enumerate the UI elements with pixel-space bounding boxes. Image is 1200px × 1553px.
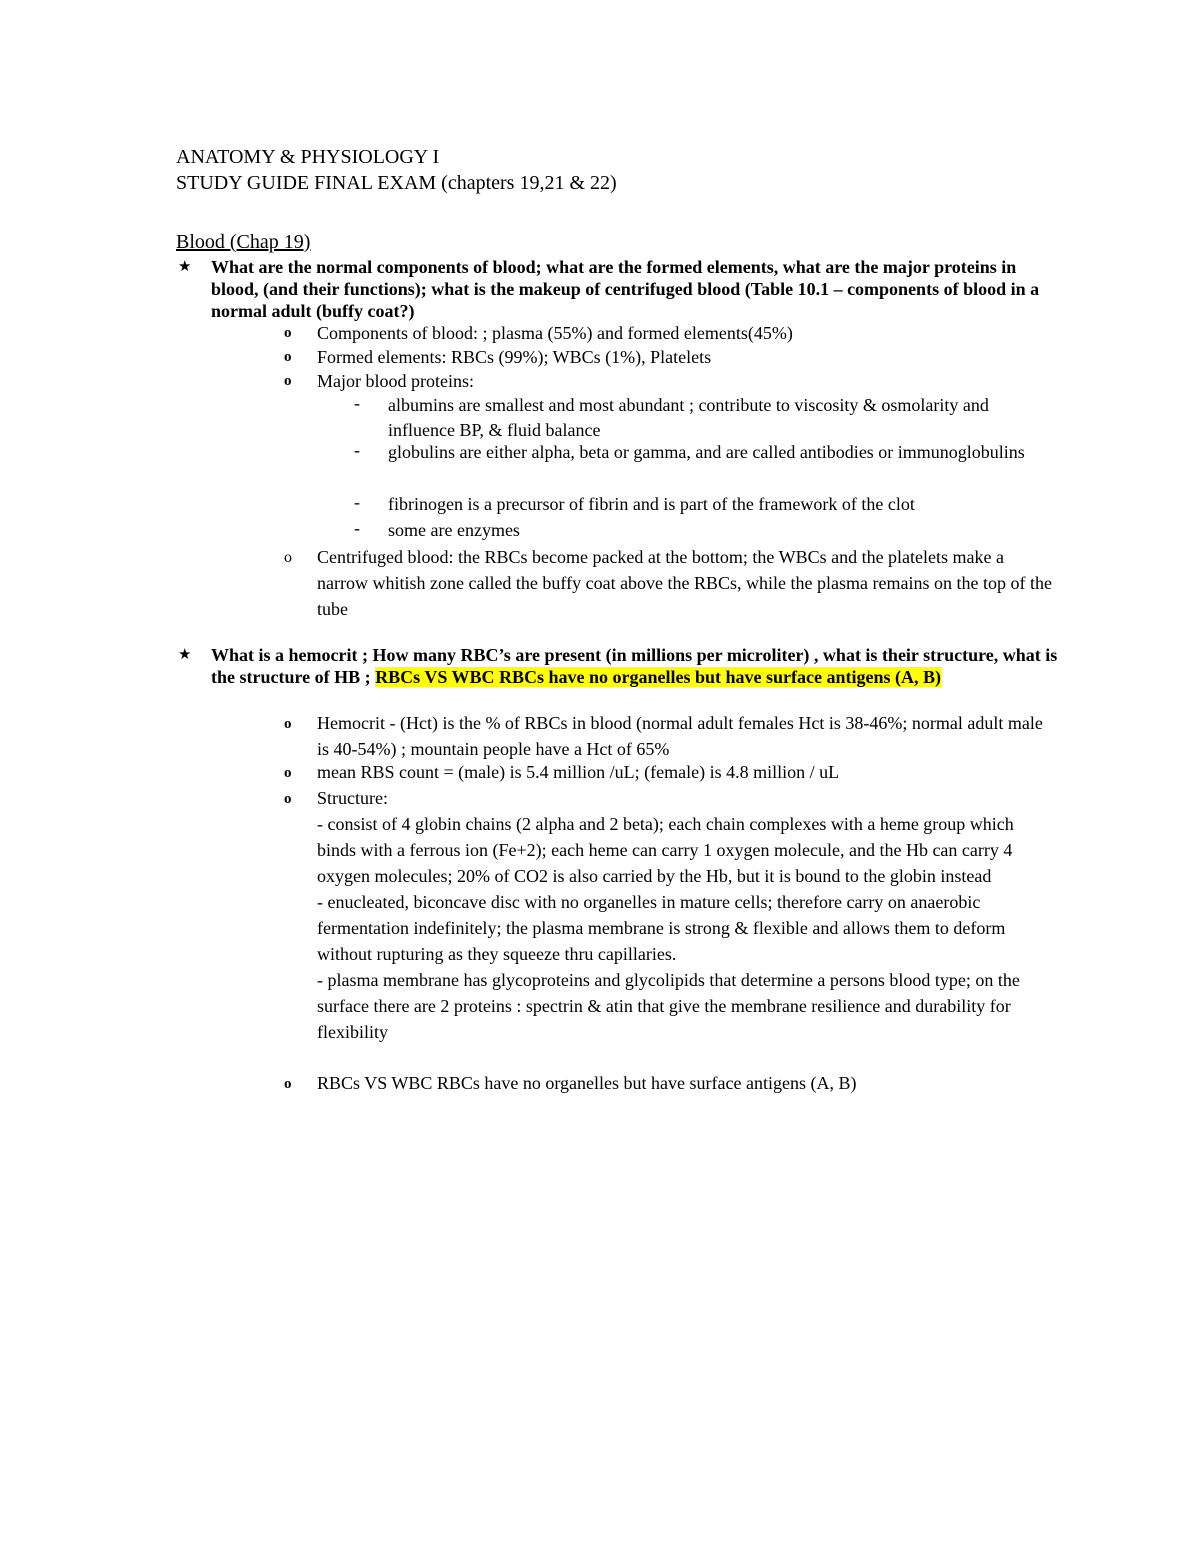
star-bullet-icon: ★ xyxy=(178,647,192,663)
sub-list-item: globulins are either alpha, beta or gamma, and are called antibodies or immunoglobulins xyxy=(388,442,1025,462)
sub-list-item: albumins are smallest and most abundant ; contribute to viscosity & osmolarity and influence BP, & fluid balance xyxy=(388,395,989,440)
structure-paragraph: - consist of 4 globin chains (2 alpha and 2 beta); each chain complexes with a heme group which binds with a ferrous ion (Fe+2); each heme can carry 1 oxygen molecule, and the Hb can carry 4 oxygen molecules; 20% of CO2 is also carried by the Hb, but it is bound to the globin instead xyxy=(317,814,1014,886)
star-bullet-icon: ★ xyxy=(178,259,192,275)
o-bullet-icon: o xyxy=(284,716,292,732)
list-item: RBCs VS WBC RBCs have no organelles but have surface antigens (A, B) xyxy=(317,1073,857,1093)
list-item: Major blood proteins: xyxy=(317,371,474,391)
question-2-text: What is a hemocrit ; How many RBC’s are present (in millions per microliter) , what is their structure, what is the structure of HB ; xyxy=(211,645,1058,687)
o-bullet-icon: o xyxy=(284,373,292,389)
list-item: Hemocrit - (Hct) is the % of RBCs in blood (normal adult females Hct is 38-46%; normal adult male is 40-54%) ; mountain people have a Hct of 65% xyxy=(317,713,1043,759)
sub-list-item: fibrinogen is a precursor of fibrin and is part of the framework of the clot xyxy=(388,494,915,514)
sub-list-item: some are enzymes xyxy=(388,520,520,540)
o-bullet-icon: o xyxy=(284,791,292,807)
structure-paragraph: - enucleated, biconcave disc with no organelles in mature cells; therefore carry on anaerobic fermentation indefinitely; the plasma membrane is strong & flexible and allows them to deform without rupturing as they squeeze thru capillaries. xyxy=(317,892,1006,964)
question-2 xyxy=(211,644,1061,688)
section-heading-blood: Blood (Chap 19) xyxy=(176,231,311,253)
question-1: What are the normal components of blood; what are the formed elements, what are the major proteins in blood, (and their functions); what is the makeup of centrifuged blood (Table 10.1 – components of blood in a normal adult (buffy coat?) xyxy=(211,257,1040,321)
o-bullet-icon: o xyxy=(284,549,292,566)
o-bullet-icon: o xyxy=(284,765,292,781)
o-bullet-icon: o xyxy=(284,349,292,365)
dash-bullet-icon: - xyxy=(354,492,360,512)
dash-bullet-icon: - xyxy=(354,440,360,460)
o-bullet-icon: o xyxy=(284,325,292,341)
list-item: mean RBS count = (male) is 5.4 million /uL; (female) is 4.8 million / uL xyxy=(317,762,840,782)
highlighted-text: RBCs VS WBC RBCs have no organelles but have surface antigens (A, B) xyxy=(375,667,942,687)
structure-paragraph: - plasma membrane has glycoproteins and glycolipids that determine a persons blood type; on the surface there are 2 proteins : spectrin & atin that give the membrane resilience and durability for flexibility xyxy=(317,970,1020,1042)
list-item-structure xyxy=(317,785,1057,1045)
dash-bullet-icon: - xyxy=(354,518,360,538)
document-title: ANATOMY & PHYSIOLOGY I xyxy=(176,146,440,168)
list-item: Components of blood: ; plasma (55%) and formed elements(45%) xyxy=(317,323,793,343)
structure-heading: Structure: xyxy=(317,788,388,808)
list-item: Centrifuged blood: the RBCs become packed at the bottom; the WBCs and the platelets make a narrow whitish zone called the buffy coat above the RBCs, while the plasma remains on the top of the tube xyxy=(317,547,1052,619)
dash-bullet-icon: - xyxy=(354,393,360,413)
document-subtitle: STUDY GUIDE FINAL EXAM (chapters 19,21 & 22) xyxy=(176,172,617,194)
list-item: Formed elements: RBCs (99%); WBCs (1%), Platelets xyxy=(317,347,712,367)
o-bullet-icon: o xyxy=(284,1076,292,1092)
